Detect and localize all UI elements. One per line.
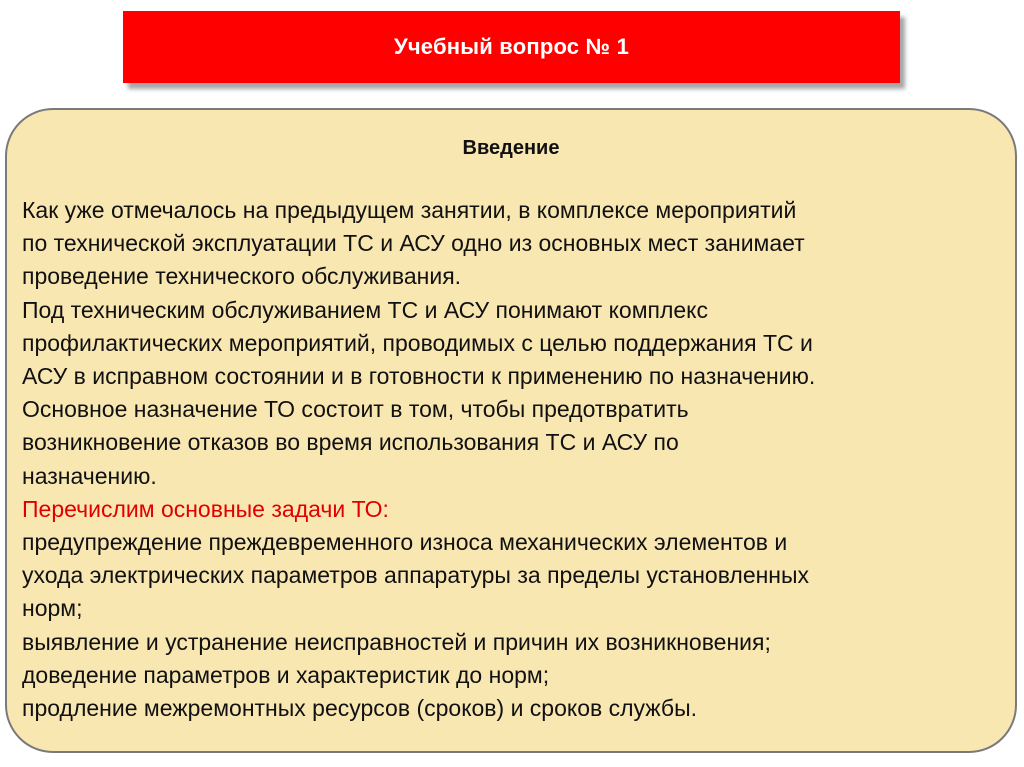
slide-title: Учебный вопрос № 1 — [393, 34, 630, 59]
body-text — [22, 194, 1012, 725]
intro-line: проведение технического обслуживания. — [22, 263, 462, 290]
task-line: предупреждение преждевременного износа механических элементов и — [22, 529, 788, 556]
content-panel — [5, 108, 1017, 753]
task-line: продление межремонтных ресурсов (сроков) и сроков службы. — [22, 695, 698, 722]
definition-line: Под техническим обслуживанием ТС и АСУ понимают комплекс — [22, 296, 708, 323]
task-line: норм; — [22, 595, 83, 622]
purpose-line: возникновение отказов во время использования ТС и АСУ по — [22, 429, 679, 456]
title-bar — [123, 11, 900, 83]
definition-line: профилактических мероприятий, проводимых с целью поддержания ТС и — [22, 329, 813, 356]
intro-line: по технической эксплуатации ТС и АСУ одно из основных мест занимает — [22, 230, 805, 257]
tasks-header: Перечислим основные задачи ТО: — [22, 495, 389, 522]
intro-line: Как уже отмечалось на предыдущем занятии, в комплексе мероприятий — [22, 197, 797, 223]
task-line: выявление и устранение неисправностей и причин их возникновения; — [22, 628, 771, 655]
purpose-line: назначению. — [22, 462, 157, 489]
definition-line: АСУ в исправном состоянии и в готовности к применению по назначению. — [22, 363, 816, 390]
task-line: доведение параметров и характеристик до норм; — [22, 661, 550, 688]
task-line: ухода электрических параметров аппаратуры за пределы установленных — [22, 562, 810, 589]
purpose-line: Основное назначение ТО состоит в том, чтобы предотвратить — [22, 396, 689, 423]
section-heading: Введение — [462, 137, 560, 159]
